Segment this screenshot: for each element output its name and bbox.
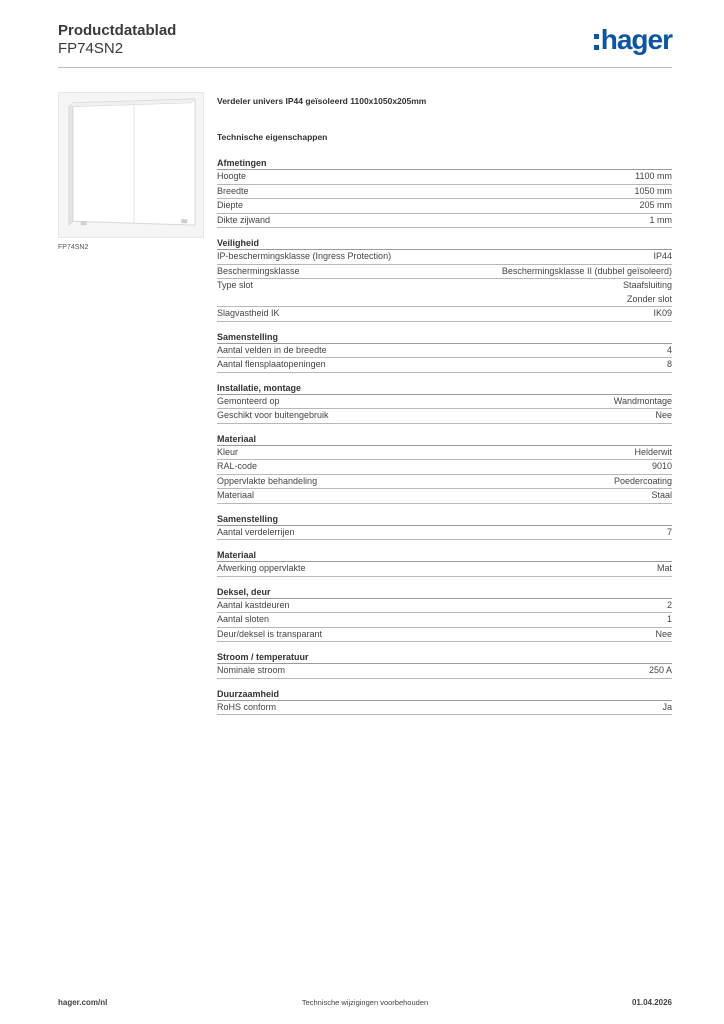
spec-value-line: Zonder slot <box>626 293 672 304</box>
spec-label: Nominale stroom <box>217 665 286 675</box>
spec-row <box>217 701 672 716</box>
spec-value <box>667 613 672 627</box>
image-caption: FP74SN2 <box>58 244 89 251</box>
spec-label: Aantal velden in de breedte <box>217 344 327 355</box>
spec-label: Aantal verdelerrijen <box>217 526 295 537</box>
spec-row <box>217 185 672 200</box>
product-image <box>58 92 204 238</box>
section-title: Duurzaamheid <box>217 688 672 701</box>
spec-value <box>635 170 672 184</box>
spec-label: RAL-code <box>217 461 258 471</box>
spec-section <box>217 433 672 504</box>
spec-label: Kleur <box>217 446 239 457</box>
spec-value <box>662 701 672 715</box>
spec-value-line: 250 A <box>648 665 672 675</box>
section-title: Materiaal <box>217 549 672 562</box>
header-divider <box>58 67 672 68</box>
spec-section <box>217 237 672 322</box>
spec-row <box>217 358 672 373</box>
spec-value <box>649 664 672 678</box>
spec-sections <box>217 157 672 715</box>
spec-label: Breedte <box>217 185 249 196</box>
spec-value <box>667 344 672 358</box>
spec-value-line: Beschermingsklasse II (dubbel geïsoleerd) <box>501 265 672 276</box>
spec-label: IP-beschermingsklasse (Ingress Protection) <box>217 251 392 261</box>
spec-row <box>217 526 672 541</box>
spec-row <box>217 628 672 643</box>
spec-value <box>667 599 672 613</box>
section-title: Afmetingen <box>217 157 672 170</box>
spec-value <box>639 199 672 213</box>
spec-value <box>667 358 672 372</box>
spec-row <box>217 664 672 679</box>
spec-row <box>217 307 672 322</box>
spec-value-line: 2 <box>666 599 672 610</box>
spec-label: Beschermingsklasse <box>217 265 300 276</box>
spec-value-line: Mat <box>656 563 672 573</box>
spec-section <box>217 688 672 716</box>
spec-value-line: 1 <box>666 614 672 624</box>
spec-row <box>217 170 672 185</box>
spec-row <box>217 214 672 229</box>
section-title: Veiligheid <box>217 237 672 250</box>
spec-value <box>634 185 672 199</box>
spec-value <box>667 526 672 540</box>
footer-website[interactable]: hager.com/nl <box>58 998 108 1007</box>
spec-label: Geschikt voor buitengebruik <box>217 410 329 420</box>
spec-value-line: IP44 <box>653 251 672 261</box>
spec-value-line: Staafsluiting <box>622 280 672 290</box>
spec-value <box>655 628 672 642</box>
spec-value <box>653 307 672 321</box>
spec-label: Aantal sloten <box>217 614 270 624</box>
spec-row <box>217 489 672 504</box>
spec-value-line: 7 <box>666 526 672 537</box>
spec-label: Materiaal <box>217 490 255 500</box>
spec-value-line: Staal <box>651 490 672 500</box>
spec-label: Dikte zijwand <box>217 214 271 225</box>
spec-value-line: Wandmontage <box>613 395 672 406</box>
footer-disclaimer: Technische wijzigingen voorbehouden <box>301 998 429 1007</box>
spec-value <box>614 475 672 489</box>
spec-content <box>217 95 672 724</box>
spec-value-line: 205 mm <box>639 200 672 210</box>
spec-label: Aantal kastdeuren <box>217 599 290 610</box>
spec-row <box>217 460 672 475</box>
section-title: Installatie, montage <box>217 382 672 395</box>
cabinet-illustration <box>59 93 203 237</box>
spec-value-line: Ja <box>662 701 672 712</box>
section-title: Deksel, deur <box>217 586 672 599</box>
spec-label: Hoogte <box>217 171 247 181</box>
spec-value <box>650 214 673 228</box>
spec-value-line: Nee <box>655 628 672 639</box>
spec-value-line: Nee <box>655 410 672 420</box>
section-title: Samenstelling <box>217 513 672 526</box>
spec-label: Gemonteerd op <box>217 395 280 406</box>
page-title: Productdatablad <box>58 22 177 39</box>
spec-label: Afwerking oppervlakte <box>217 563 306 573</box>
product-description: Verdeler univers IP44 geïsoleerd 1100x1050x205mm <box>217 96 427 106</box>
spec-section <box>217 586 672 643</box>
spec-value-line: 8 <box>666 359 672 369</box>
spec-section <box>217 549 672 577</box>
spec-row <box>217 279 672 307</box>
spec-value-line: Poedercoating <box>613 475 672 486</box>
spec-row <box>217 562 672 577</box>
spec-value-line: 1100 mm <box>635 171 672 181</box>
spec-row <box>217 446 672 461</box>
spec-row <box>217 199 672 214</box>
spec-value <box>652 460 672 474</box>
section-title: Materiaal <box>217 433 672 446</box>
spec-label: Diepte <box>217 200 244 210</box>
spec-section <box>217 157 672 228</box>
spec-row <box>217 613 672 628</box>
spec-value <box>502 265 672 279</box>
spec-section <box>217 651 672 679</box>
spec-value-line: 1050 mm <box>634 185 672 196</box>
section-title: Stroom / temperatuur <box>217 651 672 664</box>
hager-logo <box>594 26 672 54</box>
spec-row <box>217 599 672 614</box>
spec-label: Deur/deksel is transparant <box>217 628 323 639</box>
spec-value <box>634 446 672 460</box>
tech-properties-title: Technische eigenschappen <box>217 132 328 142</box>
spec-value-line: 9010 <box>651 461 672 471</box>
spec-label: RoHS conform <box>217 701 277 712</box>
spec-value <box>655 409 672 423</box>
logo-wordmark: hager <box>600 24 672 55</box>
spec-value-line: 1 mm <box>649 214 672 225</box>
spec-label: Aantal flensplaatopeningen <box>217 359 326 369</box>
spec-row <box>217 265 672 280</box>
spec-value-line: Helderwit <box>634 446 672 457</box>
section-title: Samenstelling <box>217 331 672 344</box>
logo-colon-icon <box>594 34 599 50</box>
product-code: FP74SN2 <box>58 40 124 57</box>
footer-date: 01.04.2026 <box>631 998 672 1007</box>
page-header <box>58 22 176 58</box>
spec-row <box>217 409 672 424</box>
spec-label: Oppervlakte behandeling <box>217 475 318 486</box>
spec-value <box>651 489 672 503</box>
spec-row <box>217 475 672 490</box>
spec-value <box>657 562 672 576</box>
spec-value <box>614 395 672 409</box>
spec-label: Type slot <box>217 280 254 290</box>
spec-row <box>217 344 672 359</box>
spec-section <box>217 382 672 424</box>
spec-row <box>217 395 672 410</box>
spec-value <box>653 250 672 264</box>
spec-section <box>217 513 672 541</box>
spec-value <box>623 279 672 306</box>
spec-section <box>217 331 672 373</box>
spec-row <box>217 250 672 265</box>
spec-value-line: 4 <box>666 344 672 355</box>
spec-label: Slagvastheid IK <box>217 308 280 318</box>
spec-value-line: IK09 <box>653 308 672 318</box>
